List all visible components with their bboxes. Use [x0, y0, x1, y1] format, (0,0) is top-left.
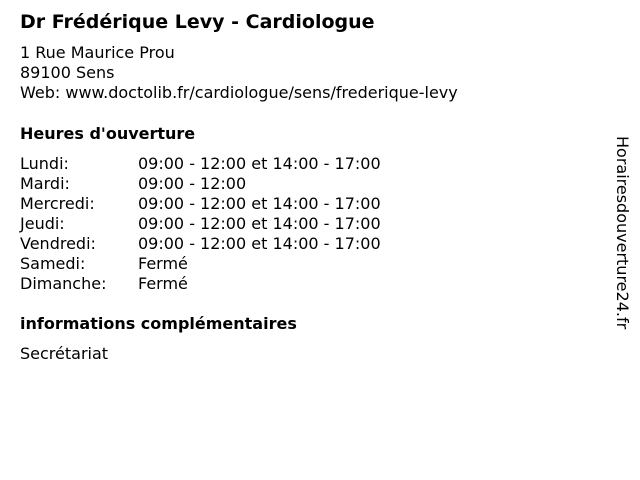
day-label: Mercredi: [20, 194, 95, 213]
day-label: Vendredi: [20, 234, 96, 253]
time-value: 09:00 - 12:00 et 14:00 - 17:00 [138, 194, 381, 213]
hours-row-friday [20, 234, 381, 254]
address-web: Web: www.doctolib.fr/cardiologue/sens/frederique-levy [20, 83, 458, 102]
address-city: 89100 Sens [20, 63, 115, 82]
time-value: 09:00 - 12:00 et 14:00 - 17:00 [138, 154, 381, 173]
time-value: 09:00 - 12:00 [138, 174, 247, 193]
hours-heading: Heures d'ouverture [20, 124, 196, 143]
address-block [20, 43, 458, 103]
time-value: Fermé [138, 274, 188, 293]
day-label: Mardi: [20, 174, 70, 193]
time-value: Fermé [138, 254, 188, 273]
address-street: 1 Rue Maurice Prou [20, 43, 175, 62]
hours-row-saturday [20, 254, 381, 274]
page-title: Dr Frédérique Levy - Cardiologue [20, 11, 375, 33]
time-value: 09:00 - 12:00 et 14:00 - 17:00 [138, 214, 381, 233]
day-label: Dimanche: [20, 274, 107, 293]
hours-row-monday [20, 154, 381, 174]
day-label: Jeudi: [20, 214, 65, 233]
watermark-text: Horairesdouverture24.fr [613, 136, 632, 330]
info-heading: informations complémentaires [20, 314, 297, 333]
hours-row-sunday [20, 274, 381, 294]
day-label: Lundi: [20, 154, 69, 173]
day-label: Samedi: [20, 254, 86, 273]
hours-row-tuesday [20, 174, 381, 194]
time-value: 09:00 - 12:00 et 14:00 - 17:00 [138, 234, 381, 253]
hours-table [20, 154, 381, 294]
hours-row-thursday [20, 214, 381, 234]
info-text: Secrétariat [20, 344, 109, 363]
hours-row-wednesday [20, 194, 381, 214]
